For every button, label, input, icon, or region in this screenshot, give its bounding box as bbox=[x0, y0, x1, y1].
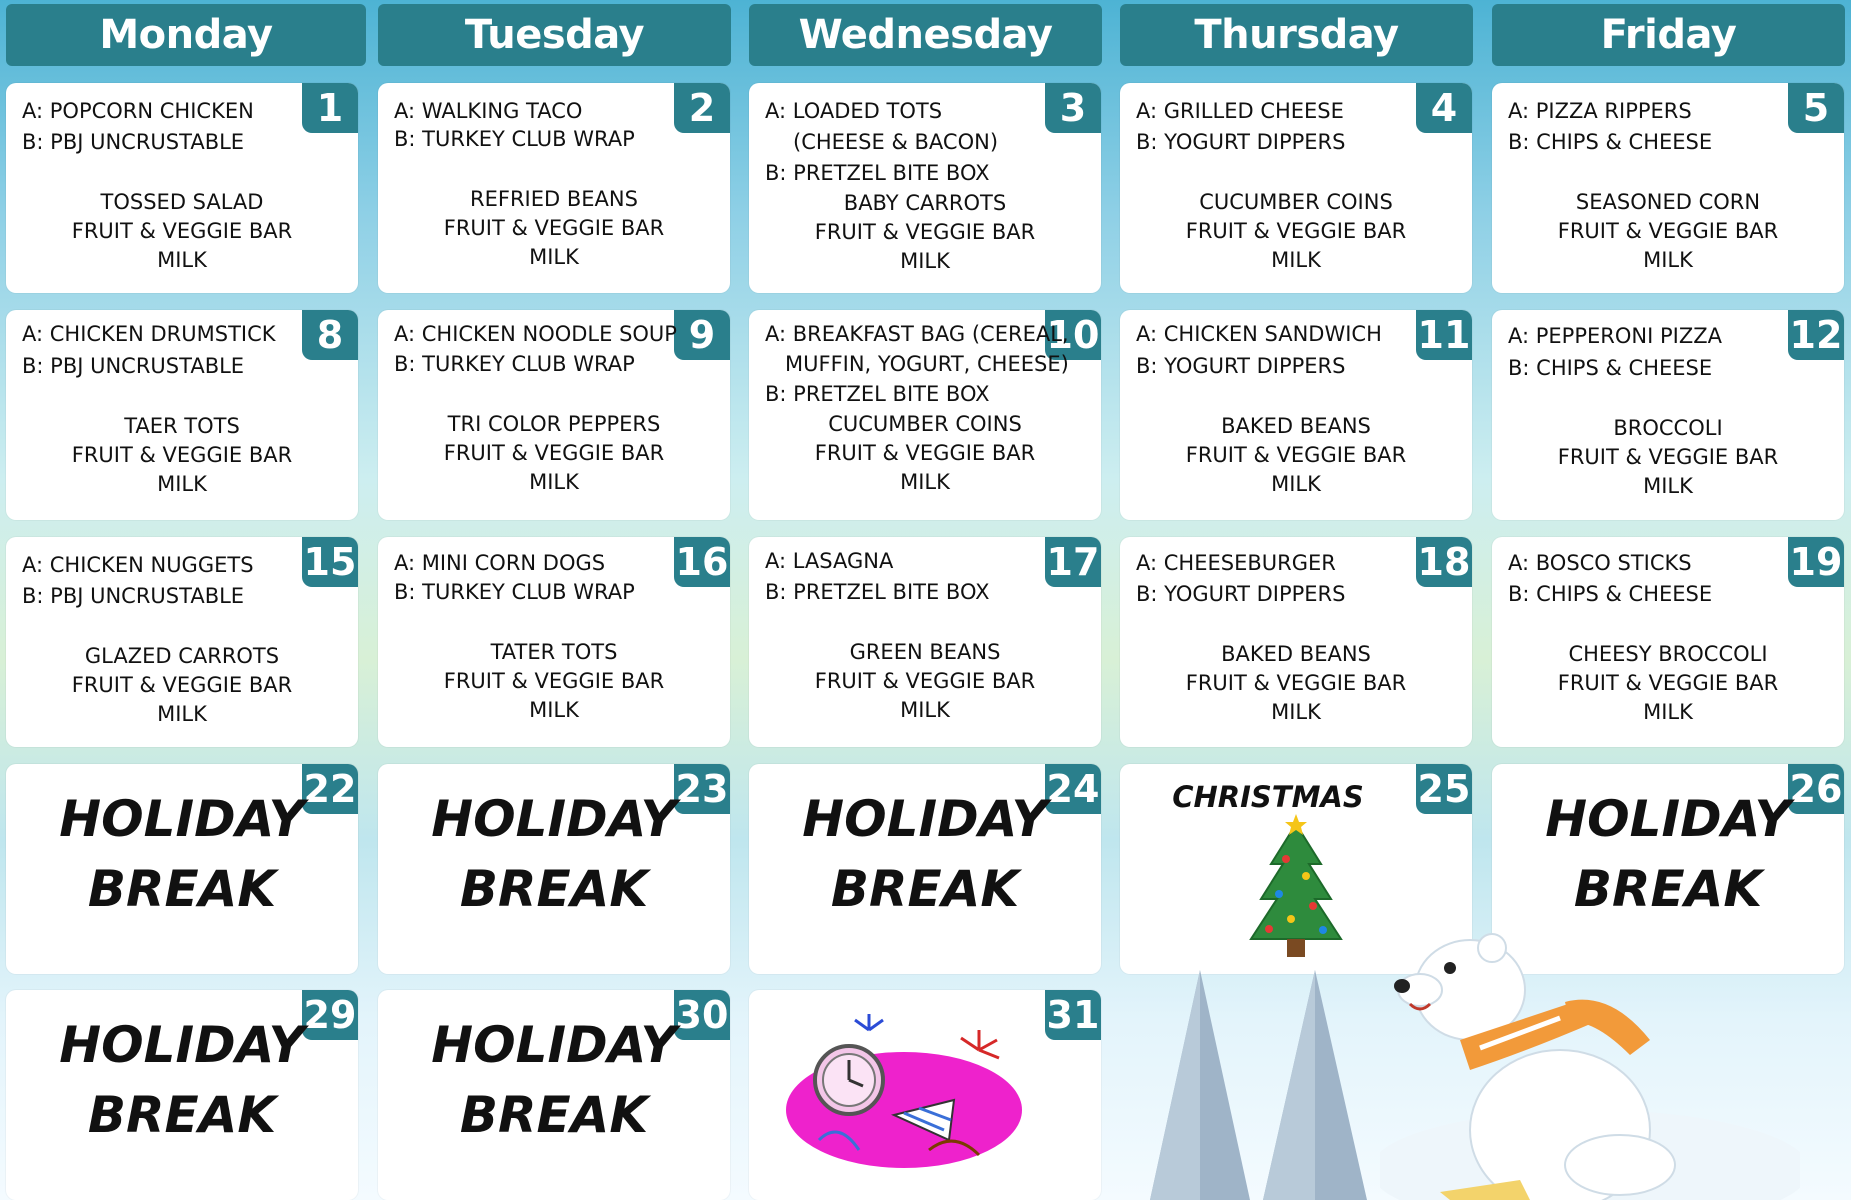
option-a: A: PEPPERONI PIZZA bbox=[1508, 324, 1722, 348]
day-number: 26 bbox=[1788, 764, 1844, 814]
side-item: FRUIT & VEGGIE BAR bbox=[71, 673, 293, 697]
day-cell bbox=[6, 310, 358, 520]
sides-list bbox=[1120, 640, 1472, 727]
new-year-clock-icon bbox=[779, 1010, 1029, 1180]
side-item: MILK bbox=[1643, 700, 1693, 724]
holiday-line: HOLIDAY bbox=[431, 1016, 677, 1074]
sides-list bbox=[1492, 414, 1844, 501]
day-cell bbox=[1492, 537, 1844, 747]
day-number: 19 bbox=[1788, 537, 1844, 587]
sides-list bbox=[749, 189, 1101, 276]
option-b: B: PRETZEL BITE BOX bbox=[765, 580, 990, 604]
day-cell bbox=[1120, 83, 1472, 293]
option-b: B: CHIPS & CHEESE bbox=[1508, 582, 1713, 606]
side-item: FRUIT & VEGGIE BAR bbox=[814, 669, 1036, 693]
option-b: B: YOGURT DIPPERS bbox=[1136, 582, 1346, 606]
sides-list bbox=[1492, 640, 1844, 727]
day-cell bbox=[6, 764, 358, 974]
holiday-line: BREAK bbox=[87, 860, 277, 918]
header-tuesday: Tuesday bbox=[378, 4, 731, 66]
side-item: MILK bbox=[1271, 700, 1321, 724]
side-item: MILK bbox=[1271, 248, 1321, 272]
side-item: BAKED BEANS bbox=[1221, 414, 1371, 438]
holiday-line: BREAK bbox=[1573, 860, 1763, 918]
side-item: MILK bbox=[1271, 472, 1321, 496]
side-item: MILK bbox=[157, 248, 207, 272]
side-item: MILK bbox=[900, 470, 950, 494]
option-b: B: TURKEY CLUB WRAP bbox=[394, 580, 635, 604]
side-item: MILK bbox=[900, 698, 950, 722]
day-number: 1 bbox=[302, 83, 358, 133]
side-item: MILK bbox=[1643, 474, 1693, 498]
side-item: CUCUMBER COINS bbox=[1199, 190, 1393, 214]
option-b: B: PBJ UNCRUSTABLE bbox=[22, 130, 245, 154]
side-item: REFRIED BEANS bbox=[470, 187, 638, 211]
christmas-label: CHRISTMAS bbox=[1172, 780, 1364, 814]
sides-list bbox=[1120, 412, 1472, 499]
holiday-line: BREAK bbox=[459, 1086, 649, 1144]
holiday-line: BREAK bbox=[459, 860, 649, 918]
day-cell bbox=[1492, 83, 1844, 293]
option-b: B: PBJ UNCRUSTABLE bbox=[22, 584, 245, 608]
sides-list bbox=[378, 410, 730, 497]
option-b: B: CHIPS & CHEESE bbox=[1508, 356, 1713, 380]
side-item: MILK bbox=[157, 472, 207, 496]
side-item: MILK bbox=[157, 702, 207, 726]
day-cell bbox=[6, 990, 358, 1200]
option-a: A: LOADED TOTS bbox=[765, 99, 943, 123]
day-cell bbox=[749, 990, 1101, 1200]
option-a: A: LASAGNA bbox=[765, 549, 894, 573]
pine-tree-icon bbox=[1140, 970, 1260, 1200]
side-item: BAKED BEANS bbox=[1221, 642, 1371, 666]
side-item: FRUIT & VEGGIE BAR bbox=[1185, 219, 1407, 243]
day-number: 11 bbox=[1416, 310, 1472, 360]
day-number: 16 bbox=[674, 537, 730, 587]
day-number: 25 bbox=[1416, 764, 1472, 814]
side-item: MILK bbox=[900, 249, 950, 273]
option-b: B: PRETZEL BITE BOX bbox=[765, 161, 990, 185]
sides-list bbox=[749, 638, 1101, 725]
side-item: GLAZED CARROTS bbox=[84, 644, 280, 668]
side-item: BROCCOLI bbox=[1613, 416, 1723, 440]
holiday-line: BREAK bbox=[87, 1086, 277, 1144]
side-item: MILK bbox=[529, 245, 579, 269]
option-a: A: POPCORN CHICKEN bbox=[22, 99, 254, 123]
side-item: TOSSED SALAD bbox=[100, 190, 264, 214]
day-number: 10 bbox=[1045, 310, 1101, 360]
side-item: CUCUMBER COINS bbox=[828, 412, 1022, 436]
day-number: 23 bbox=[674, 764, 730, 814]
sides-list bbox=[749, 410, 1101, 497]
side-item: BABY CARROTS bbox=[843, 191, 1007, 215]
day-number: 17 bbox=[1045, 537, 1101, 587]
header-wednesday: Wednesday bbox=[749, 4, 1102, 66]
day-number: 2 bbox=[674, 83, 730, 133]
side-item: SEASONED CORN bbox=[1575, 190, 1761, 214]
side-item: MILK bbox=[1643, 248, 1693, 272]
side-item: TATER TOTS bbox=[490, 640, 618, 664]
day-cell bbox=[1120, 537, 1472, 747]
day-number: 12 bbox=[1788, 310, 1844, 360]
day-number: 5 bbox=[1788, 83, 1844, 133]
day-cell bbox=[1492, 310, 1844, 520]
side-item: FRUIT & VEGGIE BAR bbox=[814, 441, 1036, 465]
day-number: 22 bbox=[302, 764, 358, 814]
pine-tree-icon bbox=[1255, 970, 1375, 1200]
day-number: 8 bbox=[302, 310, 358, 360]
option-b: B: TURKEY CLUB WRAP bbox=[394, 352, 635, 376]
header-thursday: Thursday bbox=[1120, 4, 1473, 66]
day-cell bbox=[749, 83, 1101, 293]
option-a: A: BOSCO STICKS bbox=[1508, 551, 1692, 575]
day-cell bbox=[6, 537, 358, 747]
day-cell bbox=[1120, 310, 1472, 520]
header-friday: Friday bbox=[1492, 4, 1845, 66]
day-number: 29 bbox=[302, 990, 358, 1040]
holiday-line: HOLIDAY bbox=[59, 1016, 305, 1074]
holiday-line: HOLIDAY bbox=[1545, 790, 1791, 848]
option-a: A: CHEESEBURGER bbox=[1136, 551, 1336, 575]
option-a: A: WALKING TACO bbox=[394, 99, 583, 123]
option-b: B: TURKEY CLUB WRAP bbox=[394, 127, 635, 151]
day-number: 15 bbox=[302, 537, 358, 587]
day-cell bbox=[6, 83, 358, 293]
side-item: FRUIT & VEGGIE BAR bbox=[1557, 671, 1779, 695]
day-number: 18 bbox=[1416, 537, 1472, 587]
option-a: A: BREAKFAST BAG (CEREAL, bbox=[765, 322, 1069, 346]
sides-list bbox=[1120, 188, 1472, 275]
side-item: FRUIT & VEGGIE BAR bbox=[443, 441, 665, 465]
sides-list bbox=[1492, 188, 1844, 275]
option-b: B: CHIPS & CHEESE bbox=[1508, 130, 1713, 154]
day-number: 3 bbox=[1045, 83, 1101, 133]
option-a: A: PIZZA RIPPERS bbox=[1508, 99, 1692, 123]
day-cell bbox=[378, 537, 730, 747]
day-cell bbox=[378, 83, 730, 293]
option-a: A: CHICKEN NUGGETS bbox=[22, 553, 254, 577]
holiday-break-text bbox=[378, 1010, 730, 1150]
holiday-break-text bbox=[749, 784, 1101, 924]
day-cell bbox=[378, 310, 730, 520]
holiday-line: BREAK bbox=[830, 860, 1020, 918]
day-cell bbox=[378, 990, 730, 1200]
option-b: B: PRETZEL BITE BOX bbox=[765, 382, 990, 406]
day-number: 31 bbox=[1045, 990, 1101, 1040]
option-a: A: CHICKEN DRUMSTICK bbox=[22, 322, 276, 346]
holiday-break-text bbox=[6, 784, 358, 924]
sides-list bbox=[378, 638, 730, 725]
day-cell bbox=[749, 310, 1101, 520]
side-item: FRUIT & VEGGIE BAR bbox=[1185, 443, 1407, 467]
holiday-break-text bbox=[378, 784, 730, 924]
day-cell bbox=[749, 764, 1101, 974]
option-a-detail: MUFFIN, YOGURT, CHEESE) bbox=[785, 352, 1069, 376]
holiday-line: HOLIDAY bbox=[431, 790, 677, 848]
side-item: FRUIT & VEGGIE BAR bbox=[71, 219, 293, 243]
side-item: MILK bbox=[529, 470, 579, 494]
day-number: 30 bbox=[674, 990, 730, 1040]
option-a: A: CHICKEN SANDWICH bbox=[1136, 322, 1382, 346]
day-number: 9 bbox=[674, 310, 730, 360]
side-item: TAER TOTS bbox=[124, 414, 240, 438]
day-cell bbox=[378, 764, 730, 974]
side-item: FRUIT & VEGGIE BAR bbox=[71, 443, 293, 467]
holiday-line: HOLIDAY bbox=[802, 790, 1048, 848]
side-item: MILK bbox=[529, 698, 579, 722]
side-item: FRUIT & VEGGIE BAR bbox=[443, 669, 665, 693]
sides-list bbox=[6, 188, 358, 275]
side-item: FRUIT & VEGGIE BAR bbox=[814, 220, 1036, 244]
option-a: A: MINI CORN DOGS bbox=[394, 551, 606, 575]
side-item: FRUIT & VEGGIE BAR bbox=[1557, 445, 1779, 469]
header-monday: Monday bbox=[6, 4, 366, 66]
side-item: TRI COLOR PEPPERS bbox=[447, 412, 661, 436]
christmas-tree-icon bbox=[1231, 814, 1361, 964]
side-item: FRUIT & VEGGIE BAR bbox=[443, 216, 665, 240]
day-number: 4 bbox=[1416, 83, 1472, 133]
option-a-detail: (CHEESE & BACON) bbox=[793, 130, 999, 154]
sides-list bbox=[6, 412, 358, 499]
option-a: A: CHICKEN NOODLE SOUP bbox=[394, 322, 677, 346]
polar-bear-icon bbox=[1380, 930, 1800, 1200]
side-item: FRUIT & VEGGIE BAR bbox=[1185, 671, 1407, 695]
side-item: FRUIT & VEGGIE BAR bbox=[1557, 219, 1779, 243]
sides-list bbox=[378, 185, 730, 272]
day-number: 24 bbox=[1045, 764, 1101, 814]
option-b: B: PBJ UNCRUSTABLE bbox=[22, 354, 245, 378]
side-item: GREEN BEANS bbox=[849, 640, 1001, 664]
option-a: A: GRILLED CHEESE bbox=[1136, 99, 1344, 123]
option-b: B: YOGURT DIPPERS bbox=[1136, 354, 1346, 378]
holiday-break-text bbox=[1492, 784, 1844, 924]
holiday-line: HOLIDAY bbox=[59, 790, 305, 848]
day-cell bbox=[749, 537, 1101, 747]
side-item: CHEESY BROCCOLI bbox=[1568, 642, 1768, 666]
option-b: B: YOGURT DIPPERS bbox=[1136, 130, 1346, 154]
holiday-break-text bbox=[6, 1010, 358, 1150]
sides-list bbox=[6, 642, 358, 729]
